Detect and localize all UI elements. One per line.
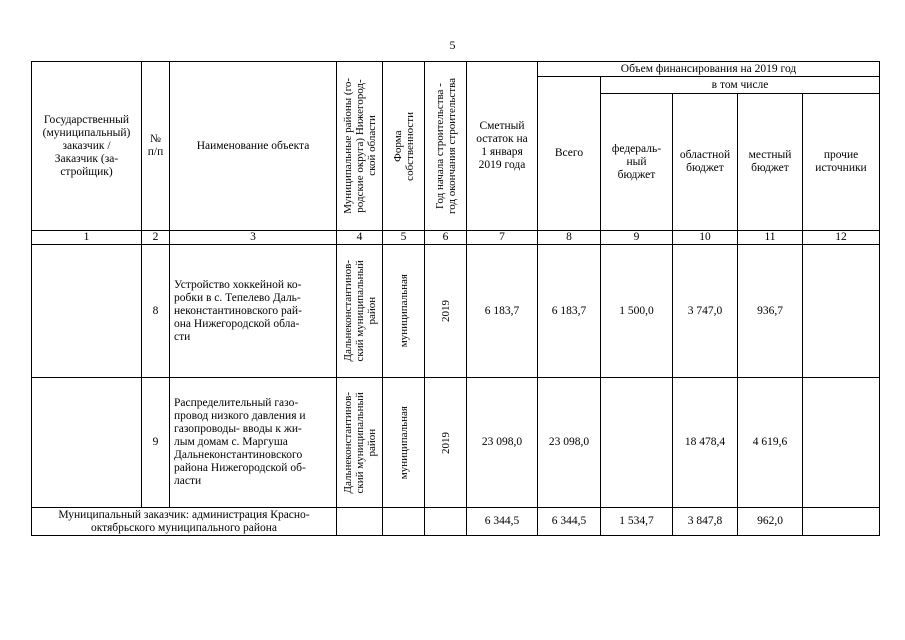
ownership: муниципальная — [397, 274, 410, 348]
district-cell — [337, 378, 383, 508]
row-number: 8 — [142, 245, 170, 378]
years: 2019 — [439, 300, 452, 322]
header-number: № п/п — [142, 62, 170, 231]
header-ownership-cell — [383, 62, 425, 231]
col-number: 2 — [142, 231, 170, 245]
summary-remainder: 6 344,5 — [467, 508, 538, 536]
district-cell — [337, 245, 383, 378]
col-number: 8 — [538, 231, 601, 245]
header-district-cell — [337, 62, 383, 231]
row-number: 9 — [142, 378, 170, 508]
customer-cell — [32, 378, 142, 508]
summary-local: 962,0 — [738, 508, 803, 536]
total-value: 6 183,7 — [538, 245, 601, 378]
ownership-cell — [383, 245, 425, 378]
col-number: 10 — [673, 231, 738, 245]
years-cell — [425, 245, 467, 378]
summary-regional: 3 847,8 — [673, 508, 738, 536]
district: Дальнеконстантинов- ский муниципальный район — [341, 391, 378, 494]
regional-value: 18 478,4 — [673, 378, 738, 508]
col-number: 6 — [425, 231, 467, 245]
header-years-cell — [425, 62, 467, 231]
ownership: муниципальная — [397, 405, 410, 480]
col-number: 12 — [803, 231, 880, 245]
summary-empty-cell — [425, 508, 467, 536]
summary-other — [803, 508, 880, 536]
federal-value: 1 500,0 — [601, 245, 673, 378]
summary-total: 6 344,5 — [538, 508, 601, 536]
header-other: прочие источники — [803, 94, 880, 231]
col-number: 1 — [32, 231, 142, 245]
summary-empty-cell — [337, 508, 383, 536]
customer-cell — [32, 245, 142, 378]
page-number: 5 — [449, 38, 456, 52]
ownership-cell — [383, 378, 425, 508]
local-value: 936,7 — [738, 245, 803, 378]
other-value — [803, 245, 880, 378]
col-number: 5 — [383, 231, 425, 245]
local-value: 4 619,6 — [738, 378, 803, 508]
object-name: Устройство хоккейной ко- робки в с. Тепелево Даль- неконстантиновского рай- она Нижегородской обла- сти — [170, 245, 337, 378]
years: 2019 — [439, 431, 452, 454]
column-number-row — [32, 231, 880, 245]
header-financing: Объем финансирования на 2019 год — [538, 62, 880, 77]
header-total: Всего — [538, 77, 601, 231]
remainder-value: 6 183,7 — [467, 245, 538, 378]
header-object-name: Наименование объекта — [170, 62, 337, 231]
summary-empty-cell — [383, 508, 425, 536]
federal-value — [601, 378, 673, 508]
regional-value: 3 747,0 — [673, 245, 738, 378]
table-row — [32, 378, 880, 508]
header-district: Муниципальные районы (го- родские округа) Нижегород- ской области — [341, 78, 378, 214]
col-number: 11 — [738, 231, 803, 245]
col-number: 4 — [337, 231, 383, 245]
header-regional: областной бюджет — [673, 94, 738, 231]
col-number: 7 — [467, 231, 538, 245]
header-customer: Государственный (муниципальный) заказчик / Заказчик (за- стройщик) — [32, 62, 142, 231]
remainder-value: 23 098,0 — [467, 378, 538, 508]
years-cell — [425, 378, 467, 508]
summary-row — [32, 508, 880, 536]
financing-table — [31, 61, 880, 536]
col-number: 3 — [170, 231, 337, 245]
header-federal: федераль- ный бюджет — [601, 94, 673, 231]
header-remainder: Сметный остаток на 1 января 2019 года — [467, 62, 538, 231]
table-row — [32, 245, 880, 378]
object-name: Распределительный газо- провод низкого давления и газопроводы- вводы к жи- лым домам с. Маргуша Дальнеконстантиновского района Нижегородской об- ласти — [170, 378, 337, 508]
summary-label: Муниципальный заказчик: администрация Красно- октябрьского муниципального района — [32, 508, 337, 536]
other-value — [803, 378, 880, 508]
header-local: местный бюджет — [738, 94, 803, 231]
district: Дальнеконстантинов- ский муниципальный район — [341, 260, 378, 362]
summary-federal: 1 534,7 — [601, 508, 673, 536]
total-value: 23 098,0 — [538, 378, 601, 508]
header-years: Год начала строительства - год окончания строительства — [433, 78, 458, 214]
header-ownership: Форма собственности — [391, 111, 416, 181]
header-including: в том числе — [601, 77, 880, 94]
col-number: 9 — [601, 231, 673, 245]
